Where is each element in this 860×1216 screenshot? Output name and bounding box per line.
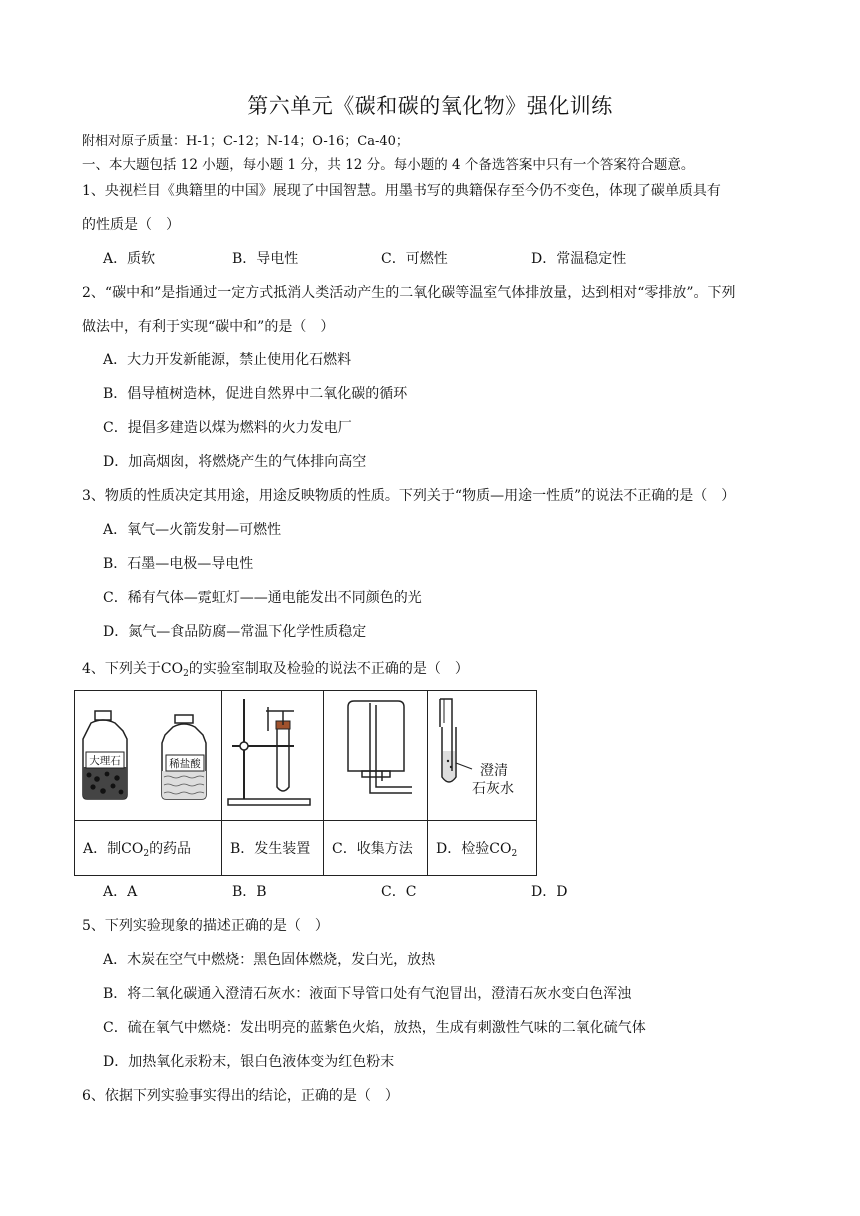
- q4-figure-b: [222, 691, 324, 821]
- gas-collection-bottle-illustration: [324, 691, 427, 816]
- q4-figure-table: [74, 690, 537, 876]
- q2-option-d: D．加高烟囱，将燃烧产生的气体排向高空: [103, 454, 367, 470]
- q5-stem: 5、下列实验现象的描述正确的是（ ）: [82, 918, 329, 934]
- q1-stem-line1: 1、央视栏目《典籍里的中国》展现了中国智慧。用墨书写的典籍保存至今仍不变色，体现了碳单质具有: [82, 183, 721, 199]
- page-title: 第六单元《碳和碳的氧化物》强化训练: [247, 94, 613, 118]
- q1-option-b: B．导电性: [232, 251, 299, 267]
- q5-option-b: B．将二氧化碳通入澄清石灰水：液面下导管口处有气泡冒出，澄清石灰水变白色浑浊: [103, 986, 632, 1002]
- q4-option-b: B．B: [232, 884, 267, 900]
- limewater-label-line2: 石灰水: [472, 781, 514, 797]
- q4-option-c: C．C: [381, 884, 417, 900]
- q4-caption-b: B．发生装置: [222, 821, 324, 876]
- reagent-bottles-illustration: [75, 691, 221, 816]
- q4-figure-c: [324, 691, 428, 821]
- q6-stem: 6、依据下列实验事实得出的结论，正确的是（ ）: [82, 1088, 399, 1104]
- limewater-test-tube-illustration: [428, 691, 536, 816]
- atomic-mass-note: 附相对原子质量：H-1；C-12；N-14；O-16；Ca-40；: [82, 134, 409, 149]
- q3-option-a: A．氧气—火箭发射—可燃性: [103, 522, 282, 538]
- q4-stem: 4、下列关于$CO_2$的实验室制取及检验的说法不正确的是（ ）: [82, 661, 469, 679]
- q2-stem-line2: 做法中，有利于实现“碳中和”的是（ ）: [82, 319, 335, 335]
- q5-option-c: C．硫在氧气中燃烧：发出明亮的蓝紫色火焰，放热，生成有刺激性气味的二氧化硫气体: [103, 1020, 646, 1036]
- q3-option-d: D．氮气—食品防腐—常温下化学性质稳定: [103, 624, 367, 640]
- limewater-label-line1: 澄清: [480, 763, 508, 779]
- q4-caption-c: C．收集方法: [324, 821, 428, 876]
- iron-stand-apparatus-illustration: [222, 691, 323, 816]
- q4-figure-a: [75, 691, 222, 821]
- q5-option-a: A．木炭在空气中燃烧：黑色固体燃烧，发白光，放热: [103, 952, 436, 968]
- q5-option-d: D．加热氧化汞粉末，银白色液体变为红色粉末: [103, 1054, 395, 1070]
- q4-caption-a: A．制$CO_2$的药品: [75, 821, 222, 876]
- q1-stem-line2: 的性质是（ ）: [82, 217, 180, 233]
- q3-option-b: B．石墨—电极—导电性: [103, 556, 254, 572]
- q4-option-a: A．A: [103, 884, 138, 900]
- q2-option-a: A．大力开发新能源，禁止使用化石燃料: [103, 352, 352, 368]
- q4-caption-d: D．检验$CO_2$: [428, 821, 537, 876]
- marble-label: 大理石: [89, 755, 121, 767]
- q4-figure-d: [428, 691, 537, 821]
- q1-option-a: A．质软: [103, 251, 156, 267]
- acid-label: 稀盐酸: [169, 758, 201, 770]
- q2-option-c: C．提倡多建造以煤为燃料的火力发电厂: [103, 420, 352, 436]
- q1-option-d: D．常温稳定性: [531, 251, 627, 267]
- section-intro: 一、本大题包括 12 小题，每小题 1 分，共 12 分。每小题的 4 个备选答案中只有一个答案符合题意。: [82, 157, 695, 173]
- q2-stem-line1: 2、“碳中和”是指通过一定方式抵消人类活动产生的二氧化碳等温室气体排放量，达到相对“零排放”。下列: [82, 285, 736, 301]
- q2-option-b: B．倡导植树造林，促进自然界中二氧化碳的循环: [103, 386, 408, 402]
- q4-option-d: D．D: [531, 884, 568, 900]
- q3-option-c: C．稀有气体—霓虹灯——通电能发出不同颜色的光: [103, 590, 422, 606]
- q3-stem: 3、物质的性质决定其用途，用途反映物质的性质。下列关于“物质—用途一性质”的说法不正确的是（ ）: [82, 488, 736, 504]
- q1-option-c: C．可燃性: [381, 251, 448, 267]
